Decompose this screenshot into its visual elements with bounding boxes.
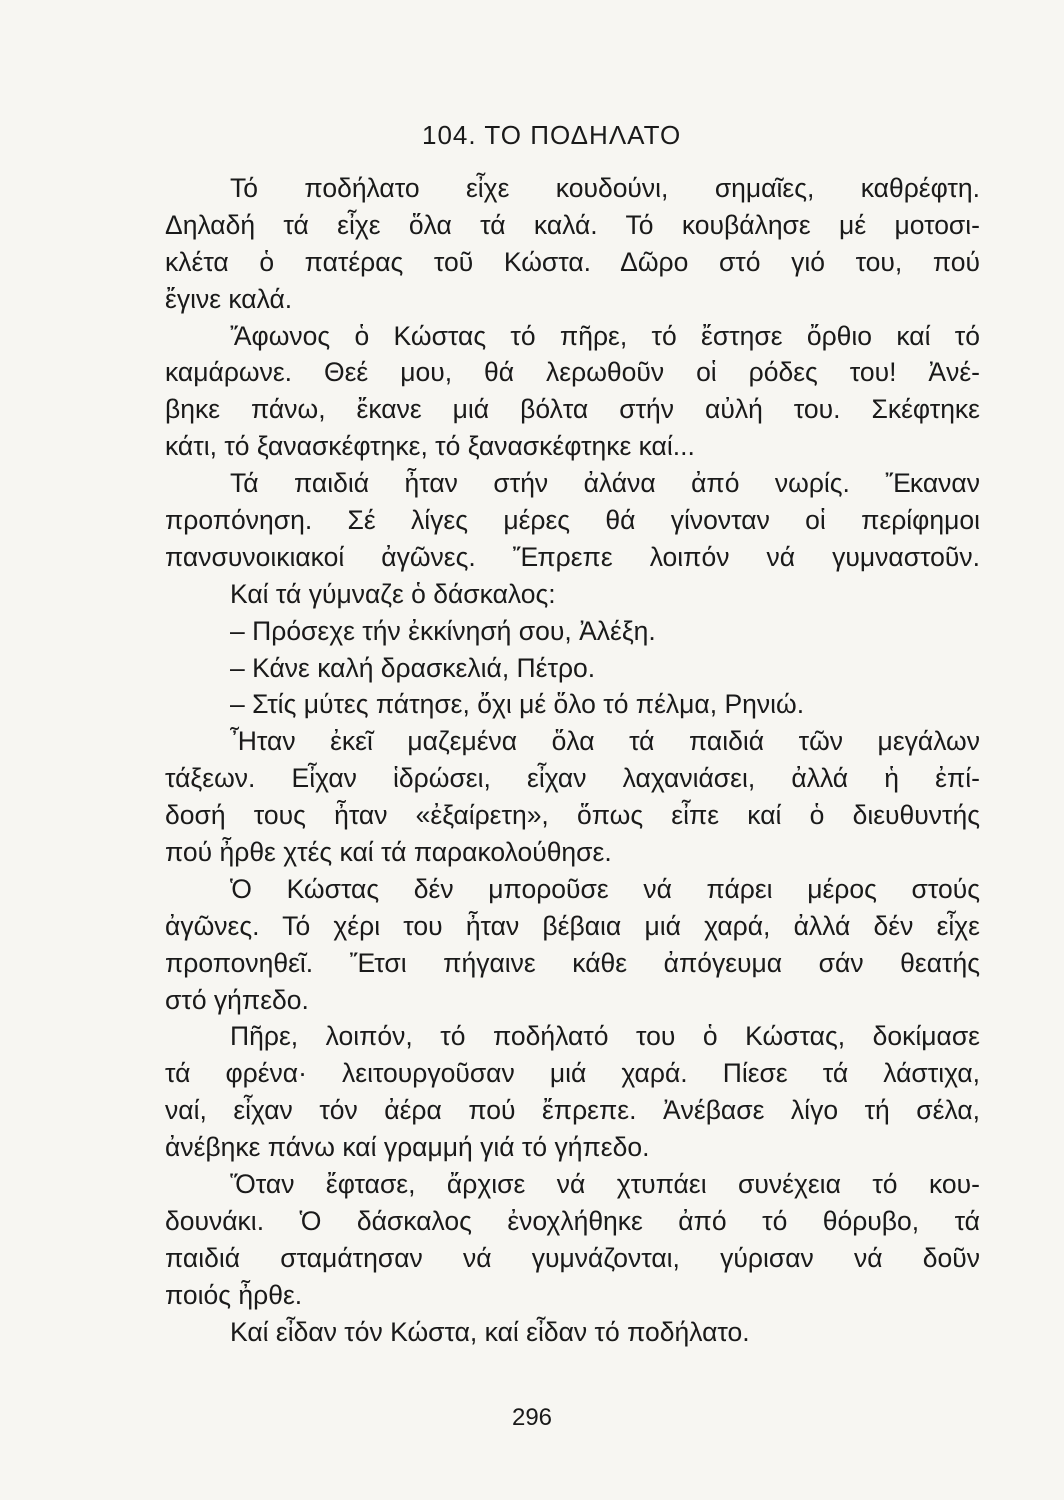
text-line: Ἦταν ἐκεῖ μαζεμένα ὅλα τά παιδιά τῶν μεγάλων xyxy=(230,726,980,757)
text-line: τάξεων. Εἶχαν ἱδρώσει, εἶχαν λαχανιάσει, ἀλλά ἡ ἐπί- xyxy=(165,763,980,794)
text-line: καμάρωνε. Θεέ μου, θά λερωθοῦν οἱ ρόδες του! Ἀνέ- xyxy=(165,357,980,388)
chapter-title: 104. ΤΟ ΠΟΔΗΛΑΤΟ xyxy=(422,120,682,150)
text-line: παιδιά σταμάτησαν νά γυμνάζονται, γύρισαν νά δοῦν xyxy=(165,1242,980,1273)
text-line: κλέτα ὁ πατέρας τοῦ Κώστα. Δῶρο στό γιό του, πού xyxy=(165,246,980,277)
text-line: προπόνηση. Σέ λίγες μέρες θά γίνονταν οἱ περίφημοι xyxy=(165,505,980,536)
text-line: ἔγινε καλά. xyxy=(165,283,293,314)
text-line: τά φρένα· λειτουργοῦσαν μιά χαρά. Πίεσε τά λάστιχα, xyxy=(165,1058,980,1089)
text-line: ἀνέβηκε πάνω καί γραμμή γιά τό γήπεδο. xyxy=(165,1132,650,1163)
text-line: δουνάκι. Ὁ δάσκαλος ἐνοχλήθηκε ἀπό τό θόρυβο, τά xyxy=(165,1205,980,1236)
text-line: Ἄφωνος ὁ Κώστας τό πῆρε, τό ἔστησε ὄρθιο καί τό xyxy=(230,320,980,351)
text-line: ναί, εἶχαν τόν ἀέρα πού ἔπρεπε. Ἀνέβασε λίγο τή σέλα, xyxy=(165,1095,980,1126)
text-line: Τά παιδιά ἦταν στήν ἀλάνα ἀπό νωρίς. Ἔκαναν xyxy=(230,468,980,499)
text-line: ἀγῶνες. Τό χέρι του ἦταν βέβαια μιά χαρά, ἀλλά δέν εἶχε xyxy=(165,910,980,941)
text-line: στό γήπεδο. xyxy=(165,984,309,1015)
text-line: δοσή τους ἦταν «ἐξαίρετη», ὅπως εἶπε καί ὁ διευθυντής xyxy=(165,800,980,831)
text-line: προπονηθεῖ. Ἔτσι πήγαινε κάθε ἀπόγευμα σάν θεατής xyxy=(165,947,980,978)
text-line: Τό ποδήλατο εἶχε κουδούνι, σημαῖες, καθρέφτη. xyxy=(230,173,980,203)
text-line: Ὁ Κώστας δέν μποροῦσε νά πάρει μέρος στούς xyxy=(230,873,980,904)
text-line: Ὅταν ἔφτασε, ἄρχισε νά χτυπάει συνέχεια τό κου- xyxy=(230,1169,980,1200)
dialogue-line: – Πρόσεχε τήν ἐκκίνησή σου, Ἀλέξη. xyxy=(230,615,656,646)
text-line: πού ἦρθε χτές καί τά παρακολούθησε. xyxy=(165,837,612,868)
text-line: Καί εἶδαν τόν Κώστα, καί εἶδαν τό ποδήλατο. xyxy=(230,1316,750,1347)
text-line: Δηλαδή τά εἶχε ὅλα τά καλά. Τό κουβάλησε μέ μοτοσι- xyxy=(165,209,980,240)
text-line: Πῆρε, λοιπόν, τό ποδήλατό του ὁ Κώστας, δοκίμασε xyxy=(230,1021,980,1052)
text-line: πανσυνοικιακοί ἀγῶνες. Ἔπρεπε λοιπόν νά γυμναστοῦν. xyxy=(165,541,980,572)
dialogue-line: – Στίς μύτες πάτησε, ὄχι μέ ὅλο τό πέλμα, Ρηνιώ. xyxy=(230,689,805,720)
text-body xyxy=(165,170,980,1351)
text-line: Καί τά γύμναζε ὁ δάσκαλος: xyxy=(230,578,556,609)
dialogue-line: – Κάνε καλή δρασκελιά, Πέτρο. xyxy=(230,652,596,683)
text-line: βηκε πάνω, ἔκανε μιά βόλτα στήν αὐλή του. Σκέφτηκε xyxy=(165,394,980,425)
text-line: κάτι, τό ξανασκέφτηκε, τό ξανασκέφτηκε καί... xyxy=(165,431,695,462)
text-line: ποιός ἦρθε. xyxy=(165,1279,303,1310)
page-number: 296 xyxy=(511,1404,553,1431)
